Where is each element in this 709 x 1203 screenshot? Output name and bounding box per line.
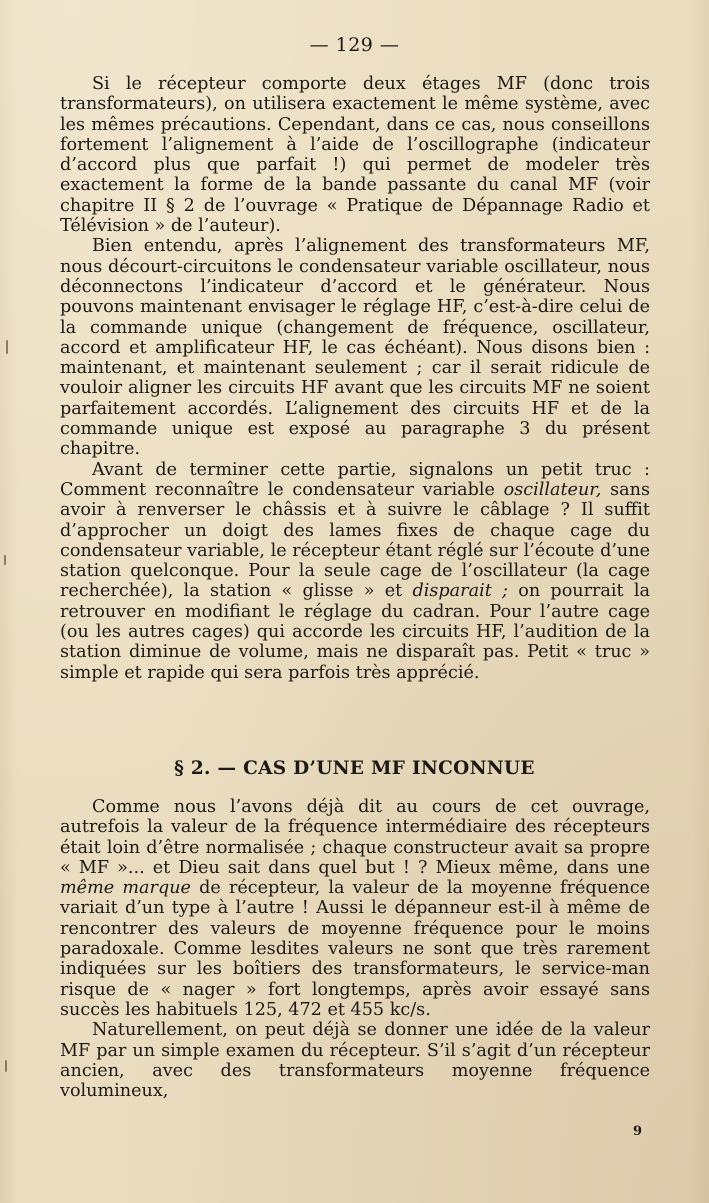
paragraph-hf-alignment: Bien entendu, après l’alignement des transformateurs MF, nous décourt-circuitons le condensateur variable oscillateur, nous déconnectons l’indicateur d’accord et le générateur. Nous pouvons maintenant envisager le réglage HF, c’est-à-dire celui de la commande unique (changement de fréquence, oscillateur, accord et amplificateur HF, le cas échéant). Nous disons bien : maintenant, et maintenant seulement ; car il serait ridicule de vouloir aligner les circuits HF avant que les circuits MF ne soient parfaitement accordés. L’alignement des circuits HF et de la commande unique est exposé au paragraphe 3 du présent chapitre.	[60, 236, 650, 460]
text-block-upper	[60, 74, 650, 683]
paragraph-two-if-stages: Si le récepteur comporte deux étages MF (donc trois transformateurs), on utilisera exactement le même système, avec les mêmes précautions. Cependant, dans ce cas, nous conseillons fortement l’alignement à l’aide de l’oscillographe (indicateur d’accord plus que parfait !) qui permet de modeler très exactement la forme de la bande passante du canal MF (voir chapitre II § 2 de l’ouvrage « Pratique de Dépannage Radio et Télévision » de l’auteur).	[60, 74, 650, 237]
page-number: — 129 —	[309, 34, 400, 56]
text-block-lower	[60, 797, 650, 1101]
paragraph-unknown-if: Comme nous l’avons déjà dit au cours de cet ouvrage, autrefois la valeur de la fréquence intermédiaire des récepteurs était loin d’être normalisée ; chaque constructeur avait sa propre « MF »... et Dieu sait dans quel but ! ? Mieux même, dans une même marque de récepteur, la valeur de la moyenne fréquence variait d’un type à l’autre ! Aussi le dépanneur est-il à même de rencontrer des valeurs de moyenne fréquence pour le moins paradoxale. Comme lesdites valeurs ne sont que très rarement indiquées sur les boîtiers des transformateurs, le service-man risque de « nager » fort longtemps, après avoir essayé sans succès les habituels 125, 472 et 455 kc/s.	[60, 797, 650, 1020]
paragraph-oscillator-trick: Avant de terminer cette partie, signalons un petit truc : Comment reconnaître le condensateur variable oscillateur, sans avoir à renverser le châssis et à suivre le câblage ? Il suffit d’approcher un doigt des lames fixes de chaque cage du condensateur variable, le récepteur étant réglé sur l’écoute d’une station quelconque. Pour la seule cage de l’oscillateur (la cage recherchée), la station « glisse » et disparait ; on pourrait la retrouver en modifiant le réglage du cadran. Pour l’autre cage (ou les autres cages) qui accorde les circuits HF, l’audition de la station diminue de volume, mais ne disparaît pas. Petit « truc » simple et rapide qui sera parfois très apprécié.	[60, 459, 651, 683]
signature-mark: 9	[633, 1124, 643, 1139]
margin-speck	[6, 340, 8, 354]
section-heading: § 2. — CAS D’UNE MF INCONNUE	[174, 758, 535, 779]
margin-speck	[5, 1060, 7, 1072]
paragraph-naturally: Naturellement, on peut déjà se donner une idée de la valeur MF par un simple examen du récepteur. S’il s’agit d’un récepteur ancien, avec des transformateurs moyenne fréquence volumineux,	[60, 1020, 650, 1102]
margin-speck	[4, 555, 6, 565]
